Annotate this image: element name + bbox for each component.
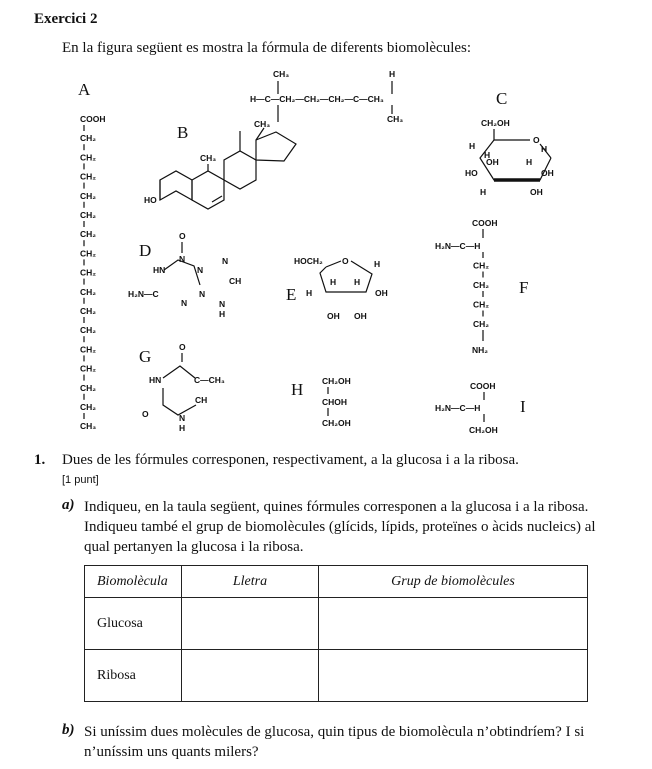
sub-b-text: Si uníssim dues molècules de glucosa, quin tipus de biomolècula n’obtindríem? I si n’uníssim uns quants milers? <box>84 724 585 760</box>
svg-text:H: H <box>219 309 226 319</box>
label-e: E <box>286 285 297 304</box>
svg-text:H: H <box>484 150 491 160</box>
svg-text:O: O <box>179 342 186 352</box>
label-i: I <box>520 397 526 416</box>
molecule-e <box>294 256 388 321</box>
table-header-row <box>85 566 588 598</box>
label-a: A <box>78 80 91 99</box>
svg-text:CH₃: CH₃ <box>387 114 404 124</box>
row-ribosa-group[interactable] <box>319 650 588 702</box>
chain-group-label: CH₂ <box>80 402 97 412</box>
svg-text:H: H <box>354 277 361 287</box>
svg-text:C—CH₃: C—CH₃ <box>194 375 225 385</box>
svg-text:N: N <box>219 299 226 309</box>
chain-group-label: CH₂ <box>80 363 97 374</box>
svg-text:CH₂OH: CH₂OH <box>469 425 498 435</box>
question-number: 1. <box>34 452 46 468</box>
svg-text:H: H <box>389 69 396 79</box>
answer-table <box>84 565 588 702</box>
chain-group-label: CH₂ <box>80 229 97 240</box>
exercise-heading: Exercici 2 <box>34 11 98 27</box>
chain-group-label: CH₂ <box>473 319 490 329</box>
chain-group-label: CH₂ <box>80 286 97 297</box>
svg-text:H: H <box>526 157 533 167</box>
svg-text:CH₃: CH₃ <box>200 153 217 163</box>
svg-text:COOH: COOH <box>80 114 106 124</box>
label-f: F <box>519 278 529 297</box>
svg-text:H: H <box>480 187 487 197</box>
svg-text:HO: HO <box>144 195 157 205</box>
svg-text:H: H <box>374 259 381 269</box>
svg-text:N: N <box>199 289 206 299</box>
chain-group-label: CH₂ <box>80 382 97 393</box>
svg-text:CH₃: CH₃ <box>273 69 290 79</box>
svg-text:H₂N—C—H: H₂N—C—H <box>435 241 481 251</box>
svg-text:OH: OH <box>375 288 388 298</box>
svg-text:O: O <box>342 256 349 266</box>
chain-group-label: CH₂ <box>80 267 97 278</box>
svg-text:NH₂: NH₂ <box>472 345 489 355</box>
svg-text:H: H <box>541 144 548 154</box>
svg-text:CH₃: CH₃ <box>254 119 271 129</box>
molecule-f <box>435 218 498 355</box>
molecule-h <box>322 376 351 428</box>
svg-text:O: O <box>533 135 540 145</box>
chain-group-label: CH₂ <box>80 325 97 336</box>
chain-group-label: CH₂ <box>473 260 490 271</box>
molecule-a <box>80 114 106 431</box>
svg-text:N: N <box>181 298 188 308</box>
chain-group-label: CH₂ <box>473 299 490 310</box>
svg-text:CHOH: CHOH <box>322 397 348 407</box>
svg-text:H: H <box>469 141 476 151</box>
svg-text:CH₂OH: CH₂OH <box>322 376 351 386</box>
row-ribosa-letter[interactable] <box>182 650 319 702</box>
svg-text:O: O <box>179 231 186 241</box>
svg-text:CH: CH <box>229 276 242 286</box>
svg-text:OH: OH <box>486 157 499 167</box>
header-letter: Lletra <box>182 566 319 598</box>
row-ribosa-name: Ribosa <box>85 650 182 702</box>
sub-b-label: b) <box>62 722 75 738</box>
chain-group-label: CH₂ <box>80 190 97 201</box>
label-b: B <box>177 123 189 142</box>
sub-a-text: Indiqueu, en la taula següent, quines fórmules corresponen a la glucosa i a la ribosa. Indiqueu també el grup de biomolècules (glícids, lípids, proteïnes o àcids nucleics) al qual pertanyen la glucosa i la ribosa. <box>84 499 596 555</box>
label-c: C <box>496 89 508 108</box>
svg-text:CH₂OH: CH₂OH <box>322 418 351 428</box>
svg-text:N: N <box>179 413 186 423</box>
svg-text:HO: HO <box>465 168 478 178</box>
svg-text:COOH: COOH <box>472 218 498 228</box>
svg-text:N: N <box>197 265 204 275</box>
chain-group-label: CH₂ <box>80 344 97 355</box>
svg-text:H: H <box>306 288 313 298</box>
svg-text:OH: OH <box>541 168 554 178</box>
molecule-i <box>435 381 498 435</box>
chain-group-label: CH₃ <box>80 421 97 432</box>
svg-text:CH: CH <box>195 395 208 405</box>
chain-group-label: CH₂ <box>80 306 97 316</box>
svg-text:HN: HN <box>153 265 166 275</box>
header-biomolecule: Biomolècula <box>85 566 182 598</box>
svg-text:H₂N—C—H: H₂N—C—H <box>435 403 481 413</box>
chain-group-label: CH₂ <box>80 210 97 220</box>
molecule-g <box>142 342 225 433</box>
svg-text:HN: HN <box>149 375 162 385</box>
molecule-c <box>465 118 554 197</box>
chain-group-label: CH₂ <box>80 171 97 182</box>
label-h: H <box>291 380 304 399</box>
row-glucosa-name: Glucosa <box>85 598 182 650</box>
chain-group-label: CH₂ <box>80 152 97 163</box>
chain-group-label: CH₂ <box>473 280 490 290</box>
svg-text:COOH: COOH <box>470 381 496 391</box>
svg-text:N: N <box>222 256 229 266</box>
sub-a-label: a) <box>62 497 75 513</box>
chain-group-label: CH₂ <box>80 133 97 144</box>
svg-text:N: N <box>179 254 186 264</box>
label-d: D <box>139 241 152 260</box>
svg-text:OH: OH <box>354 311 367 321</box>
header-group: Grup de biomolècules <box>319 566 588 598</box>
svg-text:H: H <box>330 277 337 287</box>
svg-text:H₂N—C: H₂N—C <box>128 289 159 299</box>
label-g: G <box>139 347 152 366</box>
svg-text:OH: OH <box>530 187 543 197</box>
svg-text:H—C—CH₂—CH₂—CH₂—C—CH₃: H—C—CH₂—CH₂—CH₂—C—CH₃ <box>250 94 384 104</box>
table-row <box>85 598 588 650</box>
intro-text: En la figura següent es mostra la fórmula de diferents biomolècules: <box>62 40 472 56</box>
chain-group-label: CH₂ <box>80 248 97 259</box>
row-glucosa-group[interactable] <box>319 598 588 650</box>
biomolecule-figure <box>0 60 652 445</box>
svg-text:H: H <box>179 423 186 433</box>
svg-text:HOCH₂: HOCH₂ <box>294 256 323 266</box>
question-text: Dues de les fórmules corresponen, respectivament, a la glucosa i a la ribosa. <box>62 452 519 468</box>
row-glucosa-letter[interactable] <box>182 598 319 650</box>
points-label: [1 punt] <box>62 474 99 486</box>
table-row <box>85 650 588 702</box>
svg-text:CH₂OH: CH₂OH <box>481 118 510 128</box>
svg-text:OH: OH <box>327 311 340 321</box>
svg-text:O: O <box>142 409 149 419</box>
